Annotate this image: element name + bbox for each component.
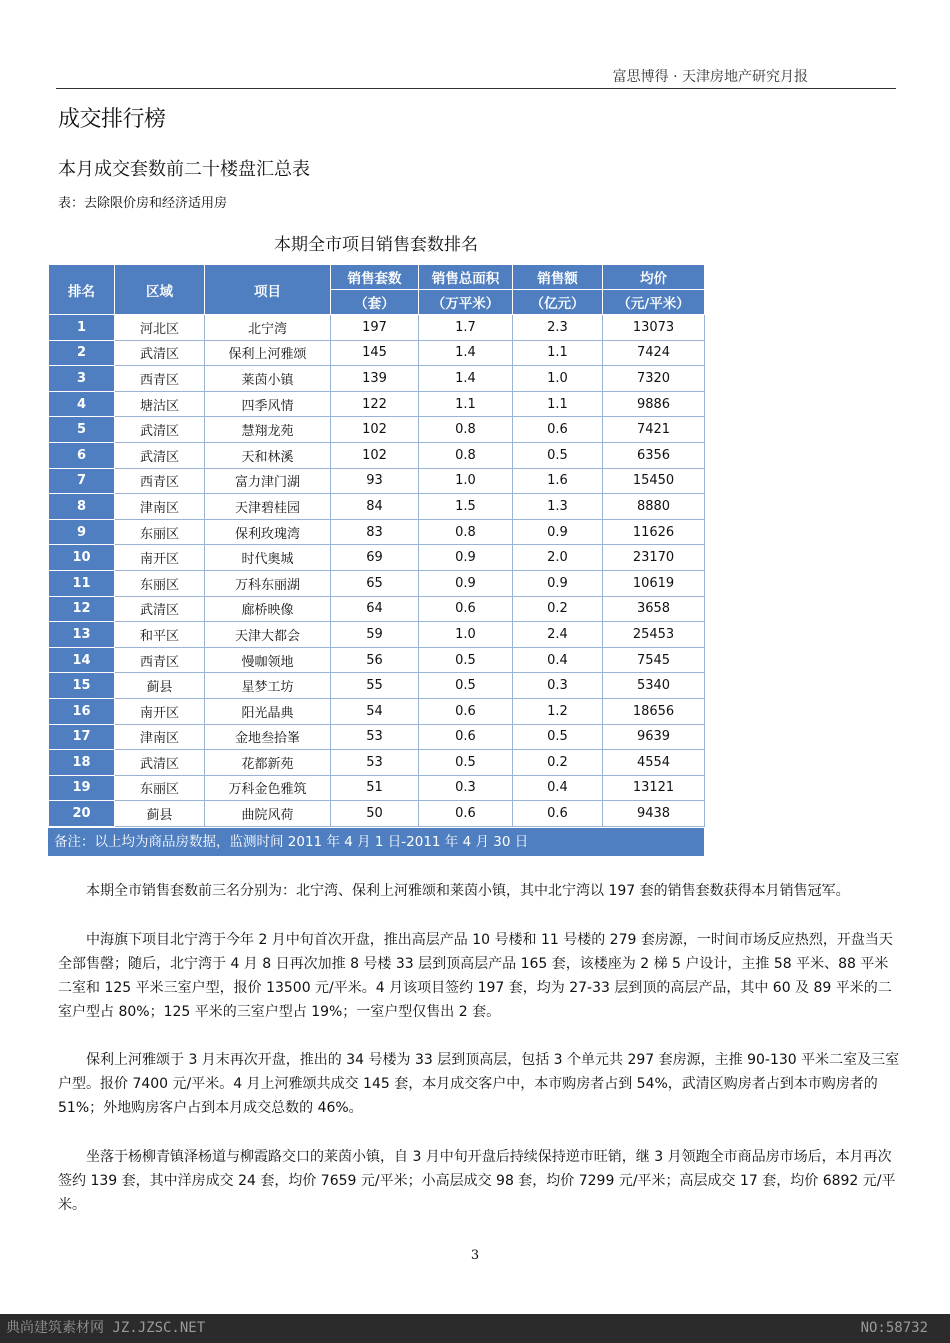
cell-district: 蓟县 [115,673,205,699]
cell-project: 星梦工坊 [205,673,331,699]
ranking-table-container [48,264,704,856]
cell-rank: 5 [49,417,115,443]
cell-amount: 0.6 [513,417,603,443]
cell-district: 蓟县 [115,801,205,827]
paragraph-2: 中海旗下项目北宁湾于今年 2 月中旬首次开盘，推出高层产品 10 号楼和 11 号楼的 279 套房源，一时间市场反应热烈，开盘当天全部售罄；随后，北宁湾于 4 月 8 日再次加推 8 号楼 33 层到顶高层产品 165 套，该楼座为 2 梯 5 户设计，主推 58 平米、88 平米二室和 125 平米三室户型，报价 13500 元/平米。4 月该项目签约 197 套，均为 27-33 层到顶的高层产品，其中 60 及 89 平米的二室户型占 80%；125 平米的三室户型占 19%；一室户型仅售出 2 套。 [58,932,893,1020]
cell-units: 55 [331,673,419,699]
cell-area: 0.9 [419,545,513,571]
cell-area: 1.4 [419,340,513,366]
cell-area: 0.5 [419,647,513,673]
section-title: 成交排行榜 [58,107,166,132]
cell-district: 西青区 [115,468,205,494]
cell-rank: 16 [49,698,115,724]
cell-units: 59 [331,622,419,648]
cell-rank: 10 [49,545,115,571]
cell-price: 15450 [603,468,705,494]
cell-price: 9438 [603,801,705,827]
cell-rank: 6 [49,442,115,468]
cell-project: 慧翔龙苑 [205,417,331,443]
cell-project: 廊桥映像 [205,596,331,622]
cell-area: 1.1 [419,391,513,417]
table-subtitle: 本月成交套数前二十楼盘汇总表 [58,159,310,180]
cell-amount: 2.0 [513,545,603,571]
cell-price: 9886 [603,391,705,417]
cell-price: 7421 [603,417,705,443]
cell-area: 1.7 [419,315,513,341]
cell-area: 0.6 [419,596,513,622]
cell-units: 65 [331,570,419,596]
table-row [49,570,705,596]
cell-units: 56 [331,647,419,673]
header-units: 销售套数 [331,265,419,290]
cell-rank: 17 [49,724,115,750]
cell-rank: 3 [49,366,115,392]
cell-amount: 0.9 [513,570,603,596]
cell-units: 102 [331,417,419,443]
cell-price: 11626 [603,519,705,545]
cell-price: 8880 [603,494,705,520]
cell-units: 145 [331,340,419,366]
cell-price: 5340 [603,673,705,699]
table-note: 表：去除限价房和经济适用房 [58,196,228,211]
table-row [49,494,705,520]
cell-area: 0.5 [419,673,513,699]
cell-area: 1.0 [419,468,513,494]
table-remark: 备注：以上均为商品房数据，监测时间 2011 年 4 月 1 日-2011 年 4 月 30 日 [48,827,704,856]
cell-district: 南开区 [115,698,205,724]
cell-project: 北宁湾 [205,315,331,341]
cell-district: 西青区 [115,647,205,673]
cell-area: 0.3 [419,775,513,801]
cell-units: 83 [331,519,419,545]
cell-area: 1.5 [419,494,513,520]
cell-district: 东丽区 [115,775,205,801]
cell-amount: 1.6 [513,468,603,494]
cell-project: 四季风情 [205,391,331,417]
cell-amount: 0.6 [513,801,603,827]
table-row [49,724,705,750]
cell-price: 13073 [603,315,705,341]
cell-district: 河北区 [115,315,205,341]
report-header-title: 富思博得 · 天津房地产研究月报 [612,69,808,85]
cell-units: 93 [331,468,419,494]
cell-district: 武清区 [115,596,205,622]
cell-rank: 19 [49,775,115,801]
table-row [49,315,705,341]
table-header-row [49,265,705,290]
cell-district: 武清区 [115,417,205,443]
cell-units: 51 [331,775,419,801]
cell-rank: 18 [49,750,115,776]
table-row [49,673,705,699]
cell-price: 13121 [603,775,705,801]
cell-project: 慢咖领地 [205,647,331,673]
table-row [49,468,705,494]
cell-amount: 0.4 [513,647,603,673]
cell-area: 1.0 [419,622,513,648]
cell-units: 69 [331,545,419,571]
table-row [49,596,705,622]
header-district: 区域 [115,265,205,315]
cell-price: 9639 [603,724,705,750]
cell-district: 东丽区 [115,570,205,596]
cell-rank: 9 [49,519,115,545]
cell-price: 7545 [603,647,705,673]
table-row [49,391,705,417]
footer-site-name: 典尚建筑素材网 JZ.JZSC.NET [6,1320,206,1336]
cell-rank: 12 [49,596,115,622]
cell-project: 富力津门湖 [205,468,331,494]
cell-district: 和平区 [115,622,205,648]
cell-units: 53 [331,750,419,776]
cell-amount: 2.3 [513,315,603,341]
cell-units: 54 [331,698,419,724]
cell-amount: 2.4 [513,622,603,648]
paragraph-3: 保利上河雅颂于 3 月末再次开盘，推出的 34 号楼为 33 层到顶高层，包括 3 个单元共 297 套房源，主推 90-130 平米二室及三室户型。报价 7400 元/平米。4 月上河雅颂共成交 145 套，本月成交客户中，本市购房者占到 54%，武清区购房者占到本市购房者的 51%；外地购房客户占到本月成交总数的 46%。 [58,1052,900,1116]
cell-area: 0.6 [419,801,513,827]
cell-project: 曲院风荷 [205,801,331,827]
cell-units: 53 [331,724,419,750]
table-row [49,647,705,673]
cell-area: 0.6 [419,724,513,750]
cell-amount: 0.9 [513,519,603,545]
cell-district: 武清区 [115,340,205,366]
cell-district: 塘沽区 [115,391,205,417]
cell-price: 4554 [603,750,705,776]
cell-price: 18656 [603,698,705,724]
paragraph-4: 坐落于杨柳青镇泽杨道与柳霞路交口的莱茵小镇，自 3 月中旬开盘后持续保持逆市旺销，继 3 月领跑全市商品房市场后，本月再次签约 139 套，其中洋房成交 24 套，均价 7659 元/平米；小高层成交 98 套，均价 7299 元/平米；高层成交 17 套，均价 6892 元/平米。 [58,1149,896,1213]
cell-amount: 0.5 [513,442,603,468]
cell-units: 84 [331,494,419,520]
cell-rank: 4 [49,391,115,417]
cell-district: 津南区 [115,494,205,520]
watermark-footer-bar [0,1314,950,1343]
table-row [49,750,705,776]
cell-project: 花都新苑 [205,750,331,776]
footer-serial-number: NO:58732 [860,1320,928,1336]
header-rule [56,88,896,89]
table-row [49,775,705,801]
cell-rank: 14 [49,647,115,673]
cell-project: 天和林溪 [205,442,331,468]
cell-rank: 8 [49,494,115,520]
header-units-unit: （套） [331,290,419,315]
cell-project: 万科金色雅筑 [205,775,331,801]
cell-amount: 0.2 [513,750,603,776]
cell-amount: 1.3 [513,494,603,520]
cell-amount: 1.1 [513,391,603,417]
cell-units: 64 [331,596,419,622]
table-row [49,801,705,827]
cell-amount: 0.5 [513,724,603,750]
cell-units: 50 [331,801,419,827]
header-area-unit: （万平米） [419,290,513,315]
cell-rank: 11 [49,570,115,596]
table-row [49,366,705,392]
table-row [49,622,705,648]
header-area: 销售总面积 [419,265,513,290]
cell-district: 东丽区 [115,519,205,545]
cell-price: 23170 [603,545,705,571]
cell-area: 0.8 [419,519,513,545]
cell-amount: 0.4 [513,775,603,801]
table-row [49,519,705,545]
cell-district: 津南区 [115,724,205,750]
header-rank: 排名 [49,265,115,315]
cell-project: 阳光晶典 [205,698,331,724]
header-price: 均价 [603,265,705,290]
cell-area: 0.9 [419,570,513,596]
cell-rank: 7 [49,468,115,494]
cell-amount: 0.2 [513,596,603,622]
table-row [49,417,705,443]
table-row [49,545,705,571]
cell-project: 保利上河雅颂 [205,340,331,366]
cell-project: 莱茵小镇 [205,366,331,392]
cell-rank: 1 [49,315,115,341]
header-project: 项目 [205,265,331,315]
table-row [49,340,705,366]
cell-price: 25453 [603,622,705,648]
cell-project: 天津碧桂园 [205,494,331,520]
cell-amount: 0.3 [513,673,603,699]
table-title: 本期全市项目销售套数排名 [274,235,478,255]
cell-district: 武清区 [115,750,205,776]
cell-rank: 20 [49,801,115,827]
cell-area: 0.6 [419,698,513,724]
cell-price: 7424 [603,340,705,366]
cell-project: 时代奥城 [205,545,331,571]
cell-units: 197 [331,315,419,341]
cell-price: 3658 [603,596,705,622]
cell-district: 武清区 [115,442,205,468]
cell-units: 102 [331,442,419,468]
cell-project: 保利玫瑰湾 [205,519,331,545]
cell-district: 西青区 [115,366,205,392]
cell-project: 金地叁拾峯 [205,724,331,750]
table-row [49,442,705,468]
cell-rank: 2 [49,340,115,366]
cell-area: 0.5 [419,750,513,776]
cell-area: 0.8 [419,442,513,468]
header-price-unit: （元/平米） [603,290,705,315]
cell-price: 7320 [603,366,705,392]
cell-rank: 13 [49,622,115,648]
cell-area: 1.4 [419,366,513,392]
cell-price: 10619 [603,570,705,596]
cell-rank: 15 [49,673,115,699]
page-number: 3 [470,1248,480,1263]
cell-price: 6356 [603,442,705,468]
cell-amount: 1.0 [513,366,603,392]
cell-units: 139 [331,366,419,392]
table-row [49,698,705,724]
cell-amount: 1.2 [513,698,603,724]
header-amount: 销售额 [513,265,603,290]
ranking-table [48,264,705,827]
header-amount-unit: （亿元） [513,290,603,315]
cell-project: 万科东丽湖 [205,570,331,596]
paragraph-1: 本期全市销售套数前三名分别为：北宁湾、保利上河雅颂和莱茵小镇，其中北宁湾以 197 套的销售套数获得本月销售冠军。 [86,883,850,899]
cell-units: 122 [331,391,419,417]
cell-amount: 1.1 [513,340,603,366]
cell-district: 南开区 [115,545,205,571]
cell-project: 天津大都会 [205,622,331,648]
cell-area: 0.8 [419,417,513,443]
